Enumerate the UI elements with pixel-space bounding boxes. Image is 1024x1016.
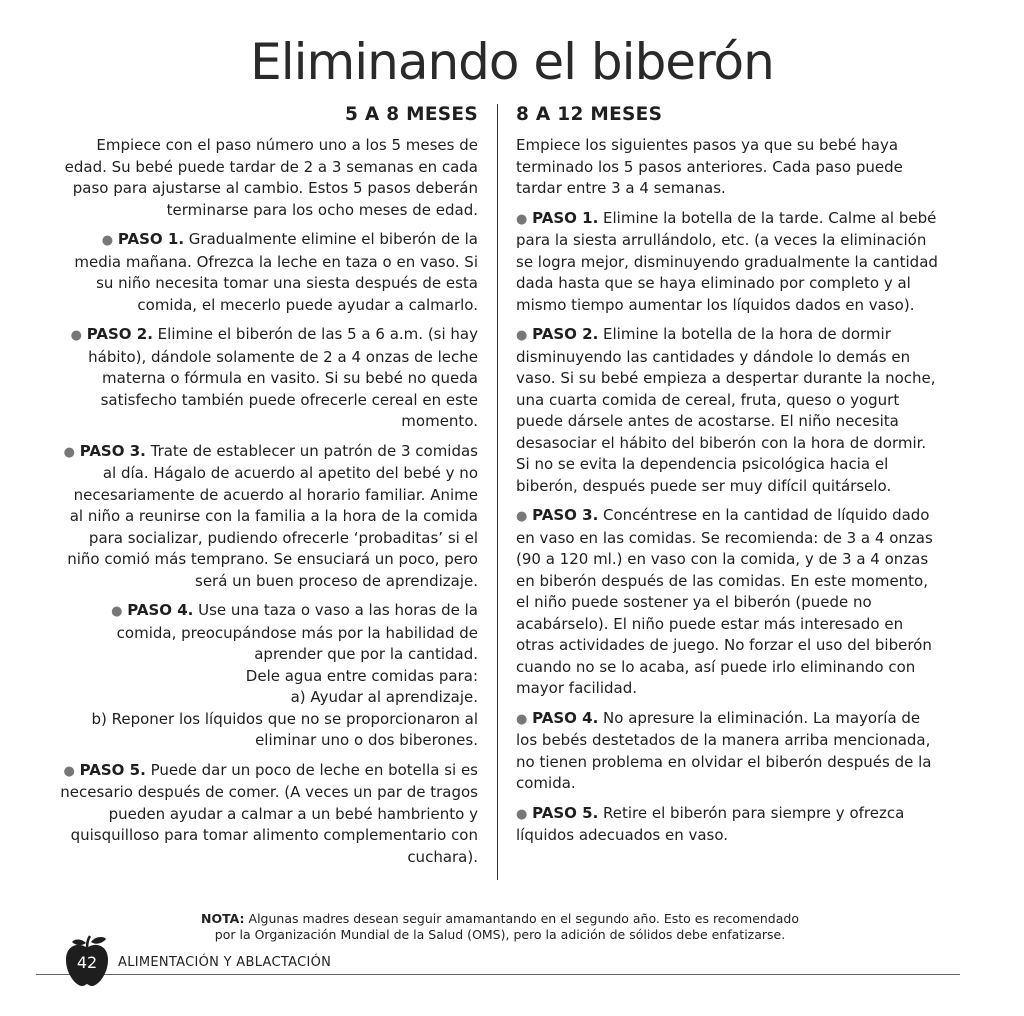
step-text: No apresure la eliminación. La mayoría de los bebés destetados de la manera arriba mencionada, no tienen problema en olvidar el biberón después de la comida. <box>516 708 932 792</box>
left-step-5 <box>56 760 478 869</box>
page-title: Eliminando el biberón <box>250 33 774 91</box>
left-step-4 <box>56 600 478 752</box>
step-text: Retire el biberón para siempre y ofrezca líquidos adecuados en vaso. <box>516 803 905 844</box>
left-column-heading: 5 A 8 MESES <box>344 104 478 125</box>
bullet-icon: ● <box>101 233 114 248</box>
bullet-icon: ● <box>516 509 528 524</box>
right-intro: Empiece los siguientes pasos ya que su bebé haya terminado los 5 pasos anteriores. Cada paso puede tardar entre 3 a 4 semanas. <box>516 136 903 197</box>
step-label: PASO 3. <box>79 441 146 460</box>
step-label: PASO 1. <box>532 208 599 227</box>
step-extra-line: Dele agua entre comidas para: <box>245 666 478 685</box>
step-text: Elimine la botella de la tarde. Calme al bebé para la siesta arrullándolo, etc. (a veces la eliminación se logra mejor, disminuyendo gradualmente la cantidad dada hasta que se haya eliminado por completo y al mismo tiempo aumentar los líquidos dados en vaso). <box>516 208 938 314</box>
bullet-icon: ● <box>516 328 528 343</box>
bullet-icon: ● <box>63 763 75 779</box>
step-label: PASO 1. <box>117 230 185 248</box>
step-label: PASO 5. <box>79 760 146 779</box>
left-intro: Empiece con el paso número uno a los 5 meses de edad. Su bebé puede tardar de 2 a 3 semanas en cada paso para ajustarse al cambio. Estos 5 pasos deberán terminarse para los ocho meses de edad. <box>64 136 478 219</box>
right-column-heading: 8 A 12 MESES <box>516 104 663 125</box>
step-text: Gradualmente elimine el biberón de la media mañana. Ofrezca la leche en taza o en vaso. Si su niño necesita tomar una siesta después de esta comida, el mecerlo puede ayudar a calmarlo. <box>74 230 478 314</box>
right-step-1 <box>516 208 944 317</box>
step-label: PASO 3. <box>532 506 599 524</box>
left-step-3 <box>56 441 478 593</box>
bullet-icon: ● <box>516 711 528 727</box>
right-column <box>516 102 944 855</box>
bullet-icon: ● <box>70 328 82 343</box>
right-step-4 <box>516 708 944 795</box>
step-label: PASO 2. <box>86 325 153 343</box>
bullet-icon: ● <box>111 604 123 619</box>
right-step-5 <box>516 803 944 847</box>
step-label: PASO 4. <box>127 601 194 619</box>
note <box>100 911 900 943</box>
step-label: PASO 4. <box>532 708 599 727</box>
step-label: PASO 5. <box>532 803 599 822</box>
right-step-3 <box>516 505 944 700</box>
step-text: Use una taza o vaso a las horas de la comida, preocupándose más por la habilidad de aprender que por la cantidad. <box>116 601 478 663</box>
step-text: Trate de establecer un patrón de 3 comidas al día. Hágalo de acuerdo al apetito del bebé y no necesariamente de acuerdo al horario familiar. Anime al niño a reunirse con la familia a la hora de la comida para socializar, pudiendo ofrecerle ‘probaditas’ si el niño comió más temprano. Se ensuciará un poco, pero será un buen proceso de aprendizaje. <box>67 441 478 590</box>
footer-rule <box>36 974 960 975</box>
step-text: Puede dar un poco de leche en botella si es necesario después de comer. (A veces un par de tragos pueden ayudar a calmar a un bebé hambriento y quisquilloso para tomar alimento complementario con cuchara). <box>60 760 478 866</box>
section-label: ALIMENTACIÓN Y ABLACTACIÓN <box>118 955 332 970</box>
note-line-2: por la Organización Mundial de la Salud (OMS), pero la adición de sólidos debe enfatizarse. <box>214 927 786 942</box>
note-line-1: Algunas madres desean seguir amamantando en el segundo año. Esto es recomendado <box>244 911 799 926</box>
step-text: Elimine la botella de la hora de dormir disminuyendo las cantidades y dándole lo demás en vaso. Si su bebé empieza a despertar durante la noche, una cuarta comida de cereal, fruta, queso o yogurt puede dársele antes de acostarse. El niño necesita desasociar el hábito del biberón con la hora de dormir. Si no se evita la dependencia psicológica hacia el biberón, después puede ser muy difícil quitárselo. <box>516 325 936 495</box>
left-step-2 <box>56 324 478 433</box>
bullet-icon: ● <box>516 211 528 227</box>
note-label: NOTA: <box>201 911 245 926</box>
left-column <box>56 102 478 876</box>
right-step-2 <box>516 324 944 497</box>
step-text: Elimine el biberón de las 5 a 6 a.m. (si hay hábito), dándole solamente de 2 a 4 onzas de leche materna o fórmula en vasito. Si su bebé no queda satisfecho también puede ofrecerle cereal en este momento. <box>88 325 478 430</box>
column-divider <box>497 104 498 880</box>
left-step-1 <box>56 229 478 316</box>
step-extra-line: a) Ayudar al aprendizaje. <box>290 688 478 706</box>
page-number: 42 <box>76 953 98 972</box>
step-text: Concéntrese en la cantidad de líquido dado en vaso en las comidas. Se recomienda: de 3 a 4 onzas (90 a 120 ml.) en vaso con la comida, y de 3 a 4 onzas en biberón después de las comidas. En este momento, el niño puede sostener ya el biberón (puede no acabárselo). El niño puede estar más interesado en otras actividades de juego. No forzar el uso del biberón cuando no se lo acaba, así puede irlo eliminando con mayor facilidad. <box>516 506 933 697</box>
bullet-icon: ● <box>63 444 75 460</box>
step-extra-line: b) Reponer los líquidos que no se proporcionaron al eliminar uno o dos biberones. <box>91 709 478 749</box>
step-label: PASO 2. <box>532 325 599 343</box>
bullet-icon: ● <box>516 806 528 822</box>
